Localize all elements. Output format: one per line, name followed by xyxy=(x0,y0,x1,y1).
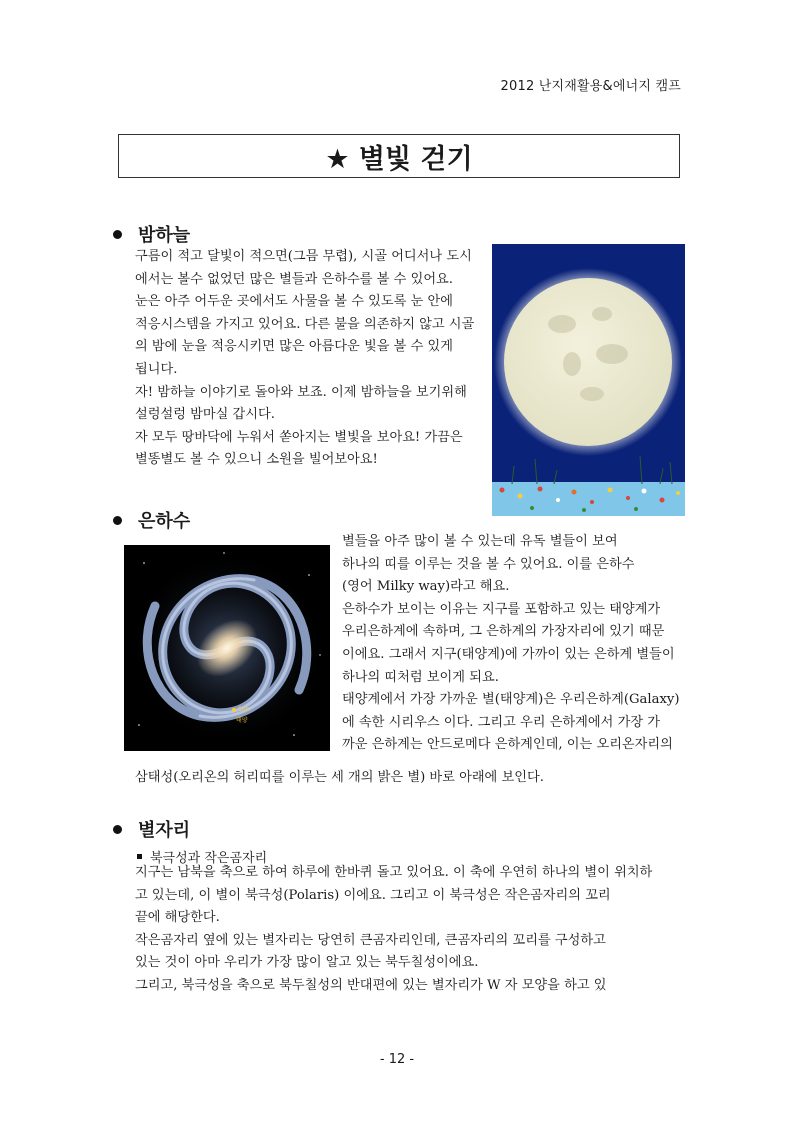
text-line: 끝에 해당한다. xyxy=(135,910,220,926)
page-number: - 12 - xyxy=(379,1052,415,1067)
galaxy-label-sun-korean: 태양 xyxy=(236,717,248,724)
subheading-text: 북극성과 작은곰자리 xyxy=(150,851,268,866)
text-line: 작은곰자리 옆에 있는 별자리는 당연히 큰곰자리인데, 큰곰자리의 꼬리를 구성하고 xyxy=(135,932,606,948)
text-line: (영어 Milky way)라고 해요. xyxy=(342,579,510,595)
text-line: 별똥별도 볼 수 있으니 소원을 빌어보아요! xyxy=(135,452,378,468)
text-line: 삼태성(오리온의 허리띠를 이루는 세 개의 밝은 별) 바로 아래에 보인다. xyxy=(135,770,544,785)
text-line: 우리은하계에 속하며, 그 은하계의 가장자리에 있기 때문 xyxy=(342,624,665,640)
bullet-icon xyxy=(113,825,122,834)
text-line: 그리고, 북극성을 축으로 북두칠성의 반대편에 있는 별자리가 W 자 모양을 하고 있 xyxy=(135,977,607,993)
text-line: 됩니다. xyxy=(135,361,178,377)
milky-way-galaxy-image xyxy=(124,545,330,751)
text-line: 눈은 아주 어두운 곳에서도 사물을 볼 수 있도록 눈 안에 xyxy=(135,294,453,310)
text-line: 있는 것이 아마 우리가 가장 많이 알고 있는 북두칠성이에요. xyxy=(135,955,479,971)
bullet-icon xyxy=(113,516,122,525)
text-line: 자! 밤하늘 이야기로 돌아와 보죠. 이제 밤하늘을 보기위해 xyxy=(135,384,467,400)
constellation-paragraph xyxy=(135,862,680,998)
text-line: 별들을 아주 많이 볼 수 있는데 유독 별들이 보여 xyxy=(342,534,618,549)
text-line: 은하수가 보이는 이유는 지구를 포함하고 있는 태양계가 xyxy=(342,601,661,617)
section-heading-constellations xyxy=(113,816,190,842)
text-line: 하나의 띠를 이루는 것을 볼 수 있어요. 이를 은하수 xyxy=(342,556,635,572)
text-line: 까운 은하계는 안드로메다 은하계인데, 이는 오리온자리의 xyxy=(342,737,673,753)
bullet-icon xyxy=(113,230,122,239)
text-line: 의 밤에 눈을 적응시키면 많은 아름다운 빛을 볼 수 있게 xyxy=(135,339,453,355)
text-line: 이에요. 그래서 지구(태양계)에 가까이 있는 은하계 별들이 xyxy=(342,646,675,662)
text-line: 고 있는데, 이 별이 북극성(Polaris) 이에요. 그리고 이 북극성은 작은곰자리의 꼬리 xyxy=(135,887,611,903)
text-line: 하나의 띠처럼 보이게 되요. xyxy=(342,669,499,685)
text-line: 에 속한 시리우스 이다. 그리고 우리 은하계에서 가장 가 xyxy=(342,714,660,730)
text-line: 지구는 남북을 축으로 하여 하루에 한바퀴 돌고 있어요. 이 축에 우연히 하나의 별이 위치하 xyxy=(135,865,653,880)
text-line: 설렁설렁 밤마실 갑시다. xyxy=(135,407,275,423)
section-heading-milky-way xyxy=(113,507,190,533)
night-sky-paragraph xyxy=(135,246,483,472)
full-moon-painting xyxy=(492,244,685,516)
text-line: 적응시스템을 가지고 있어요. 다른 불을 의존하지 않고 시골 xyxy=(135,316,475,332)
section-title: 밤하늘 xyxy=(138,225,191,246)
square-bullet-icon xyxy=(137,854,142,859)
page-title: ★ 별빛 걷기 xyxy=(118,134,680,178)
section-heading-night-sky xyxy=(113,221,190,247)
text-line: 구름이 적고 달빛이 적으면(그믐 무렵), 시골 어디서나 도시 xyxy=(135,249,472,264)
text-line: 태양계에서 가장 가까운 별(태양계)은 우리은하계(Galaxy) xyxy=(342,692,680,708)
text-line: 자 모두 땅바닥에 누워서 쏟아지는 별빛을 보아요! 가끔은 xyxy=(135,429,463,445)
milky-way-paragraph-end xyxy=(135,767,680,790)
document-header: 2012 난지재활용&에너지 캠프 xyxy=(500,79,681,94)
section-title: 은하수 xyxy=(138,511,191,532)
milky-way-paragraph xyxy=(342,531,680,757)
text-line: 에서는 볼수 없었던 많은 별들과 은하수를 볼 수 있어요. xyxy=(135,271,453,287)
galaxy-label-sun: Sun xyxy=(238,706,250,713)
section-title: 별자리 xyxy=(138,820,191,841)
